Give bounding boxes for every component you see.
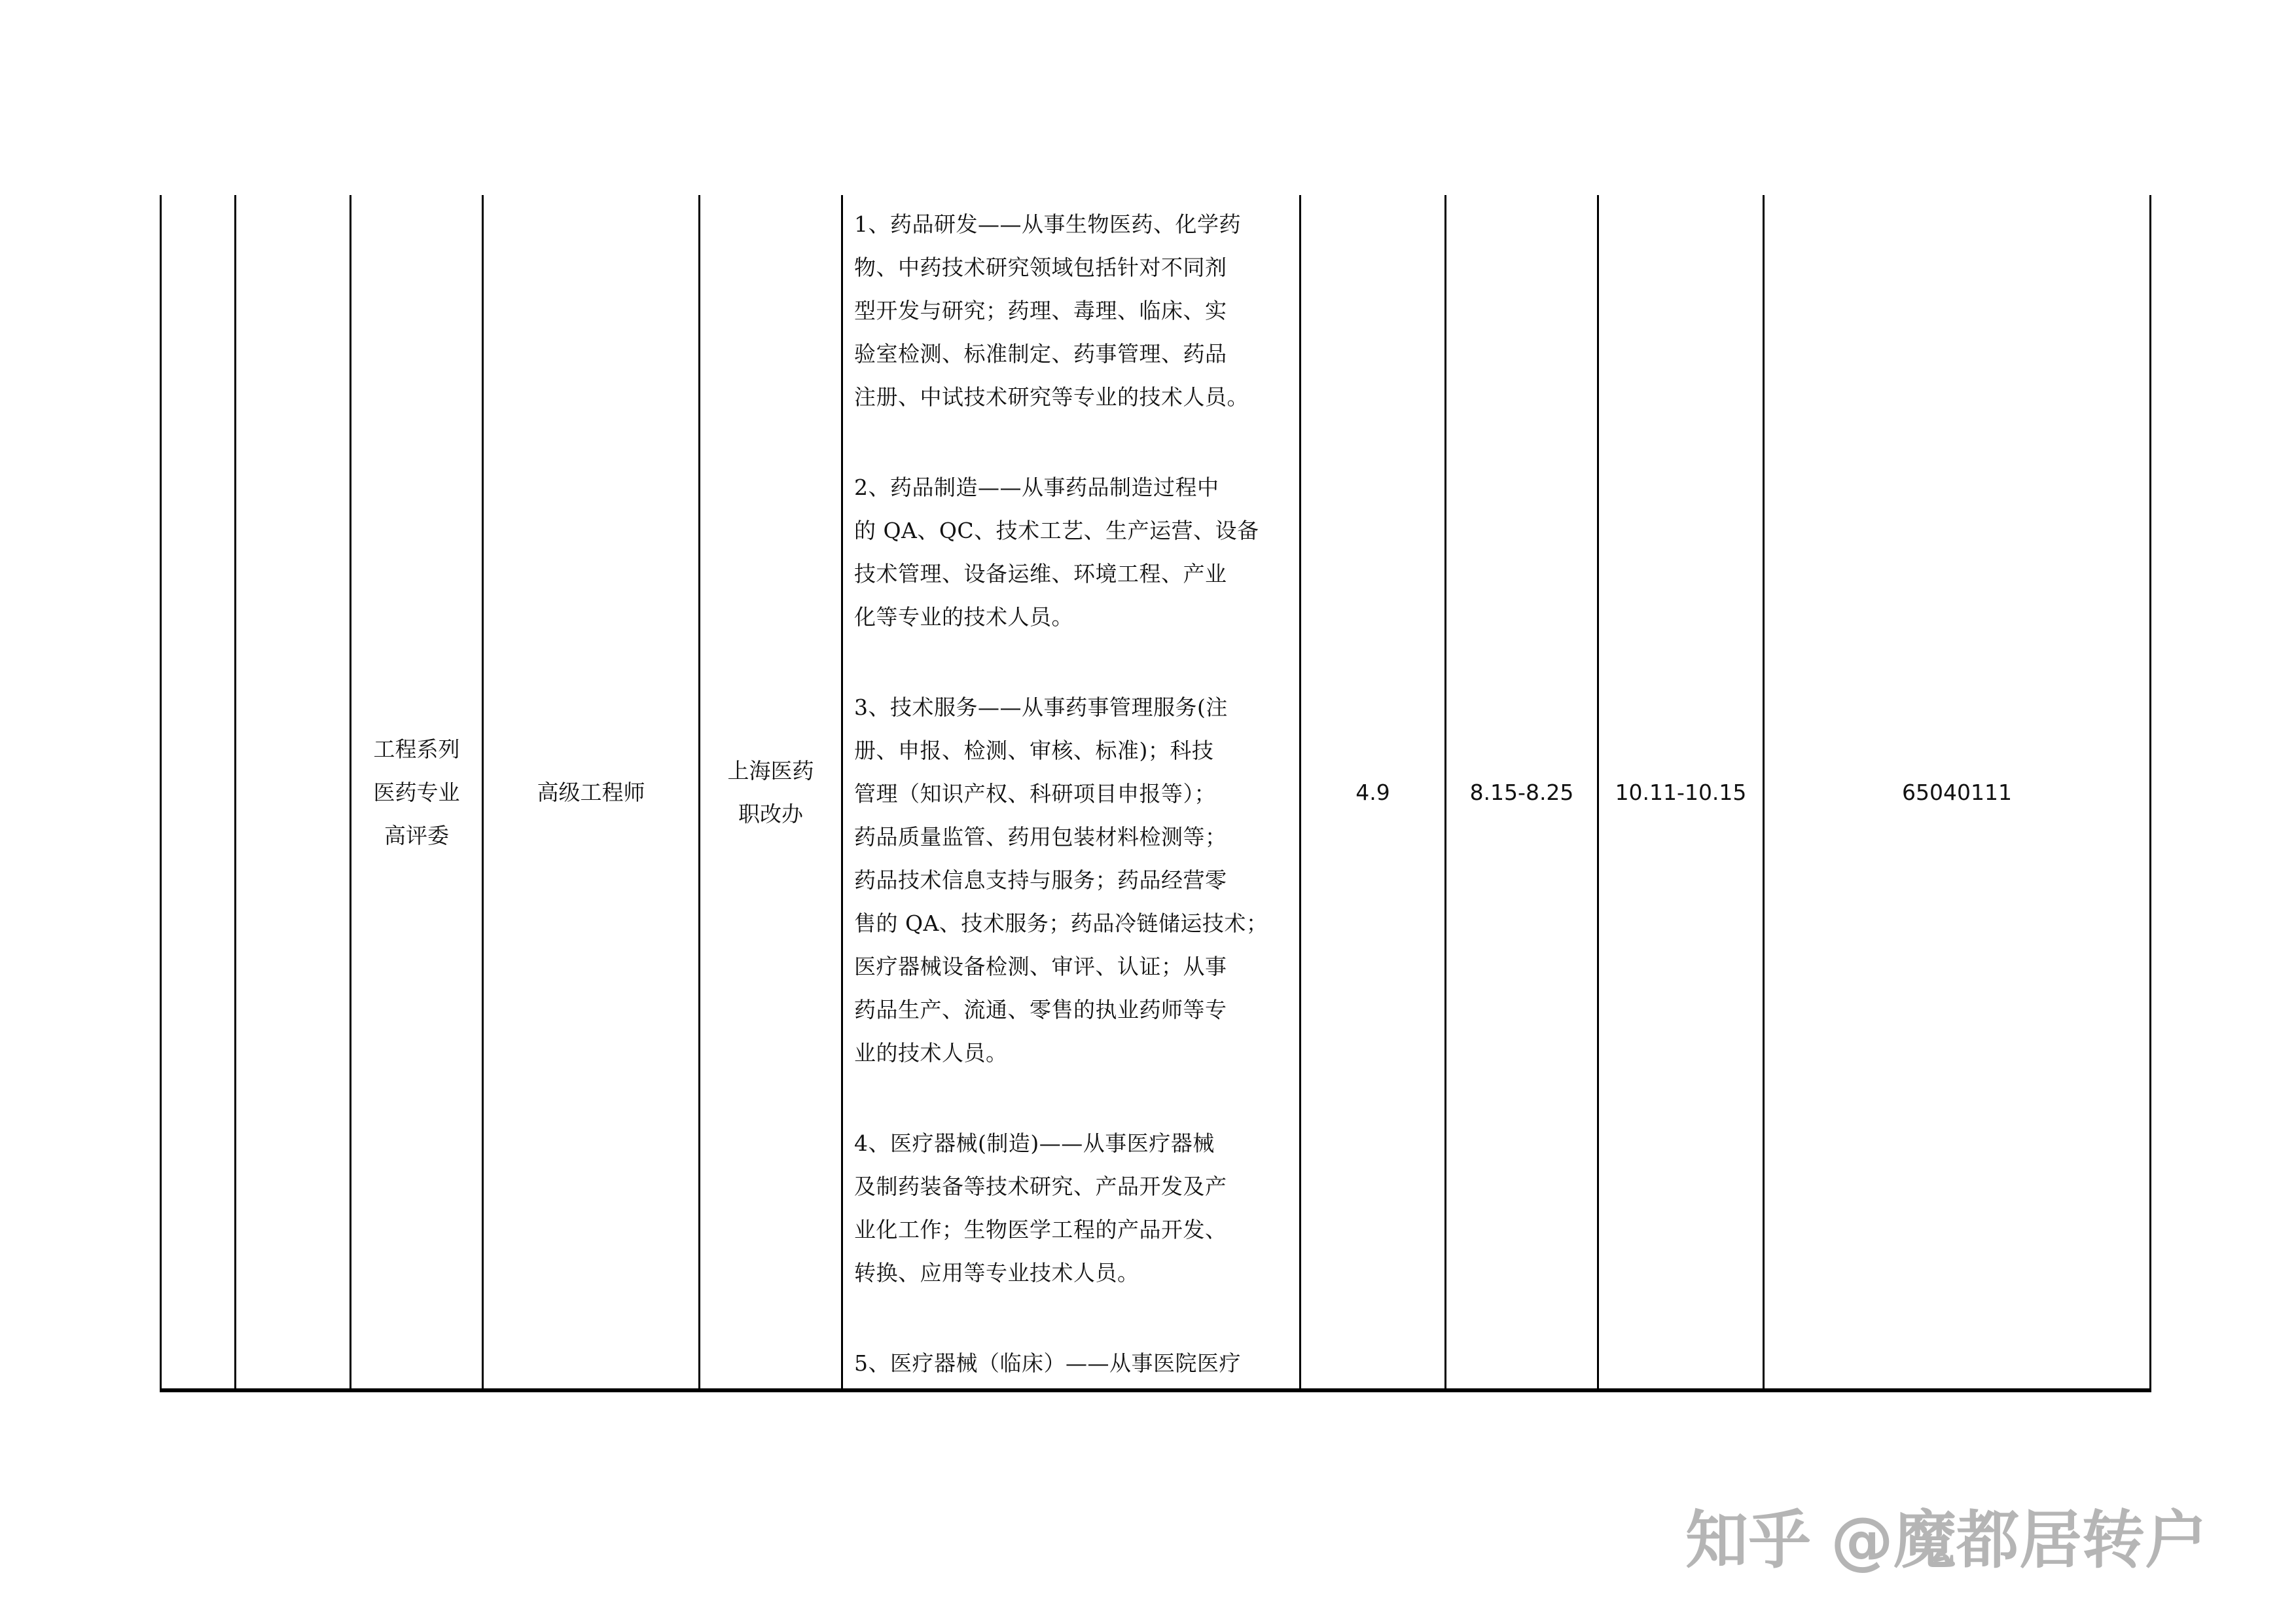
description-line: 5、医疗器械（临床）——从事医院医疗 <box>854 1350 1241 1376</box>
description-line: 业的技术人员。 <box>854 1040 1008 1066</box>
watermark <box>1685 1492 2261 1578</box>
committee-line: 工程系列 <box>373 736 460 762</box>
description-line: 管理（知识产权、科研项目申报等）； <box>854 781 1216 806</box>
description-line: 1、药品研发——从事生物医药、化学药 <box>854 211 1241 237</box>
date-range-text: 10.11-10.15 <box>1615 780 1747 805</box>
date-range-cell <box>1446 195 1597 1390</box>
office-line: 职改办 <box>738 801 803 827</box>
description-line: 的 QA、QC、技术工艺、生产运营、设备 <box>854 518 1259 543</box>
column-divider <box>234 195 236 1390</box>
description-paragraph <box>854 466 1299 639</box>
office-line: 上海医药 <box>727 758 814 784</box>
watermark-handle: @魔都居转户 <box>1831 1503 2208 1577</box>
description-line: 册、申报、检测、审核、标准)；科技 <box>854 738 1214 763</box>
description-line: 3、技术服务——从事药事管理服务(注 <box>854 695 1228 720</box>
description-line: 药品技术信息支持与服务；药品经营零 <box>854 867 1227 893</box>
description-line: 技术管理、设备运维、环境工程、产业 <box>854 561 1227 586</box>
column-divider <box>841 195 843 1390</box>
description-cell <box>854 195 1299 1390</box>
description-line: 型开发与研究；药理、毒理、临床、实 <box>854 298 1227 323</box>
description-line: 2、药品制造——从事药品制造过程中 <box>854 475 1219 500</box>
date-range-cell <box>1599 195 1763 1390</box>
description-line: 物、中药技术研究领域包括针对不同剂 <box>854 255 1227 280</box>
description-line: 注册、中试技术研究等专业的技术人员。 <box>854 384 1249 410</box>
value-cell <box>1301 195 1444 1390</box>
description-line: 药品质量监管、药用包装材料检测等； <box>854 824 1227 850</box>
committee-cell <box>351 195 482 1390</box>
description-paragraph <box>854 686 1299 1075</box>
job-title: 高级工程师 <box>537 780 645 805</box>
description-line: 业化工作；生物医学工程的产品开发、 <box>854 1217 1227 1242</box>
table-border-right <box>2149 195 2151 1390</box>
table-border-left <box>160 195 162 1390</box>
description-line: 售的 QA、技术服务；药品冷链储运技术； <box>854 911 1268 936</box>
description-paragraph <box>854 1342 1299 1385</box>
value-text: 4.9 <box>1355 780 1390 805</box>
date-range-text: 8.15-8.25 <box>1469 780 1574 805</box>
description-line: 转换、应用等专业技术人员。 <box>854 1260 1139 1286</box>
description-line: 化等专业的技术人员。 <box>854 604 1073 630</box>
description-paragraph <box>854 1122 1299 1295</box>
description-line: 药品生产、流通、零售的执业药师等专 <box>854 997 1227 1022</box>
committee-line: 高评委 <box>384 823 449 848</box>
watermark-platform: 知乎 <box>1685 1503 1811 1577</box>
description-line: 验室检测、标准制定、药事管理、药品 <box>854 341 1227 367</box>
description-line: 4、医疗器械(制造)——从事医疗器械 <box>854 1130 1215 1156</box>
phone-cell <box>1765 195 2149 1390</box>
office-cell <box>700 195 841 1390</box>
committee-line: 医药专业 <box>373 780 460 805</box>
description-line: 及制药装备等技术研究、产品开发及产 <box>854 1174 1227 1199</box>
description-line: 医疗器械设备检测、审评、认证；从事 <box>854 954 1227 979</box>
phone-number: 65040111 <box>1902 780 2012 805</box>
description-paragraph <box>854 203 1299 419</box>
title-cell <box>484 195 698 1390</box>
